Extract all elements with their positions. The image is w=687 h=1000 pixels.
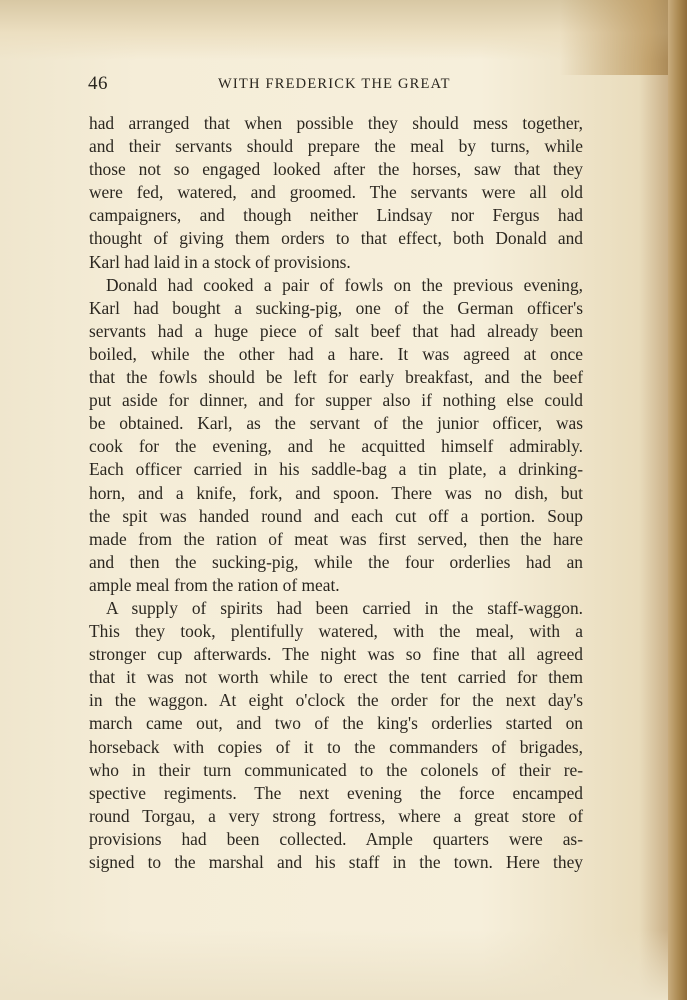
text-line: put aside for dinner, and for supper also if nothing else could bbox=[89, 390, 583, 411]
text-line: be obtained. Karl, as the servant of the junior officer, was bbox=[89, 413, 583, 434]
text-line: horseback with copies of it to the commanders of brigades, bbox=[89, 736, 583, 757]
text-line: and then the sucking-pig, while the four orderlies had an bbox=[89, 551, 583, 572]
text-line: march came out, and two of the king's orderlies started on bbox=[89, 713, 583, 734]
text-line: who in their turn communicated to the colonels of their re- bbox=[89, 759, 583, 780]
text-line: stronger cup afterwards. The night was so fine that all agreed bbox=[89, 644, 583, 665]
text-line: servants had a huge piece of salt beef that had already been bbox=[89, 320, 583, 341]
text-line: thought of giving them orders to that effect, both Donald and bbox=[89, 228, 583, 249]
text-line: boiled, while the other had a hare. It was agreed at once bbox=[89, 343, 583, 364]
text-line: ample meal from the ration of meat. bbox=[89, 574, 340, 595]
text-line: were fed, watered, and groomed. The servants were all old bbox=[89, 182, 583, 203]
text-line: had arranged that when possible they should mess together, bbox=[89, 113, 583, 133]
text-line: spective regiments. The next evening the force encamped bbox=[89, 782, 583, 803]
page-right-edge bbox=[668, 0, 687, 1000]
text-line: A supply of spirits had been carried in the staff-waggon. bbox=[106, 597, 583, 618]
text-line: Karl had laid in a stock of provisions. bbox=[89, 251, 351, 272]
text-line: round Torgau, a very strong fortress, where a great store of bbox=[89, 805, 583, 826]
text-line: cook for the evening, and he acquitted himself admirably. bbox=[89, 436, 583, 457]
text-line: those not so engaged looked after the horses, saw that they bbox=[89, 159, 583, 180]
text-line: and their servants should prepare the meal by turns, while bbox=[89, 136, 583, 157]
page-number: 46 bbox=[88, 73, 108, 94]
text-line: horn, and a knife, fork, and spoon. There was no dish, but bbox=[89, 482, 583, 503]
text-line: Each officer carried in his saddle-bag a tin plate, a drinking- bbox=[89, 459, 583, 480]
text-line: provisions had been collected. Ample quarters were as- bbox=[89, 828, 583, 849]
text-line: Donald had cooked a pair of fowls on the previous evening, bbox=[106, 274, 583, 295]
text-line: that the fowls should be left for early breakfast, and the beef bbox=[89, 367, 583, 388]
body-text bbox=[89, 112, 583, 874]
text-line: Karl had bought a sucking-pig, one of the German officer's bbox=[89, 297, 583, 318]
text-line: This they took, plentifully watered, with the meal, with a bbox=[89, 621, 583, 642]
running-head: WITH FREDERICK THE GREAT bbox=[218, 76, 451, 92]
text-line: in the waggon. At eight o'clock the order for the next day's bbox=[89, 690, 583, 711]
text-line: signed to the marshal and his staff in the town. Here they bbox=[89, 852, 583, 872]
text-line: that it was not worth while to erect the tent carried for them bbox=[89, 667, 583, 688]
text-line: campaigners, and though neither Lindsay nor Fergus had bbox=[89, 205, 583, 226]
page-bottom-shade bbox=[0, 930, 687, 1000]
text-line: made from the ration of meat was first served, then the hare bbox=[89, 528, 583, 549]
text-line: the spit was handed round and each cut off a portion. Soup bbox=[89, 505, 583, 526]
